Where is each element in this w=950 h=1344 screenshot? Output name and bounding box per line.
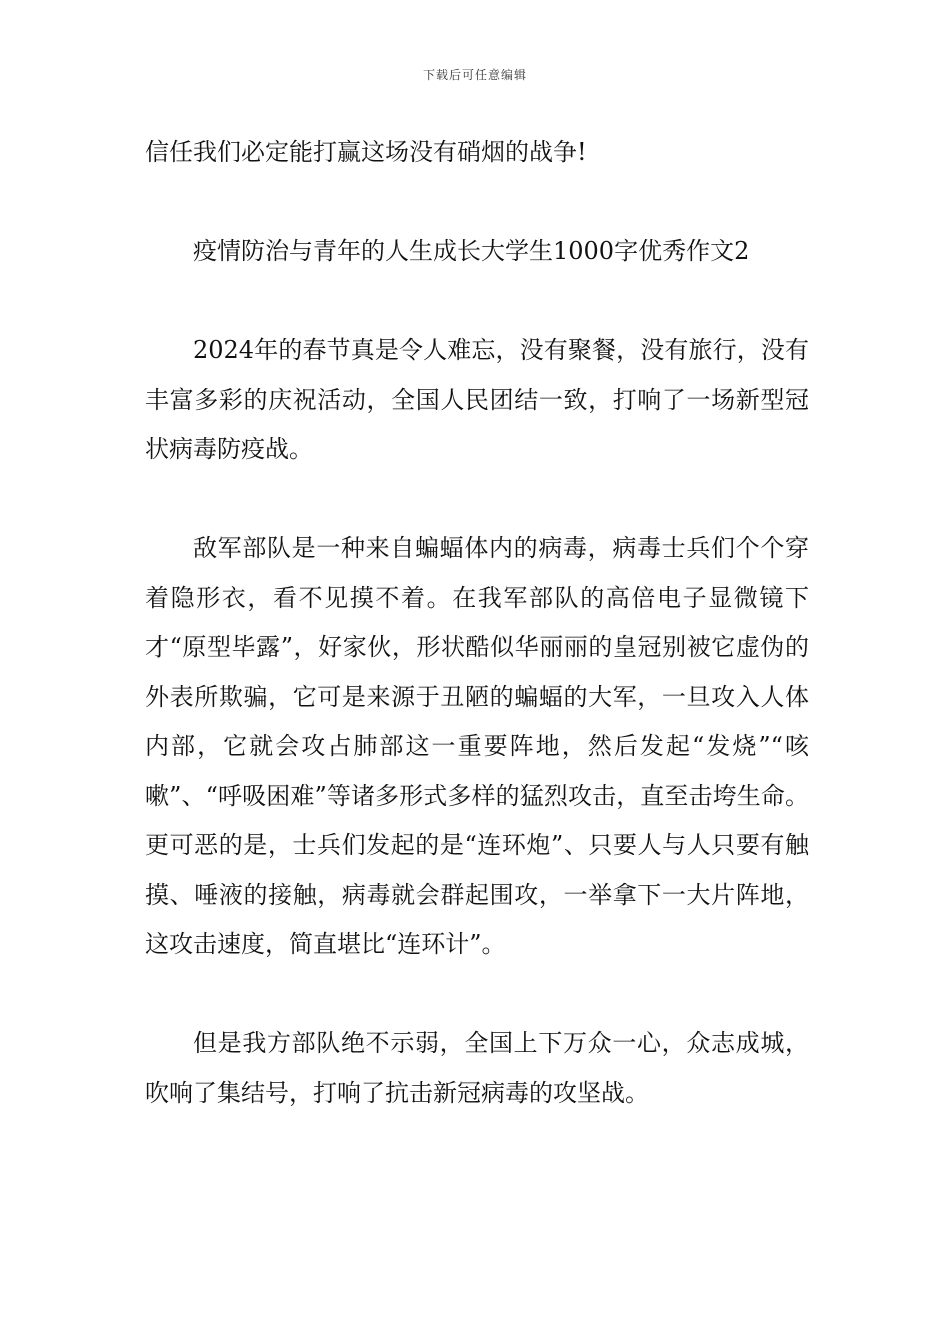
document-body: [145, 128, 809, 1118]
paragraph-1: 2024年的春节真是令人难忘，没有聚餐，没有旅行，没有丰富多彩的庆祝活动，全国人民团结一致，打响了一场新型冠状病毒防疫战。: [145, 336, 809, 463]
paragraph-2: 敌军部队是一种来自蝙蝠体内的病毒，病毒士兵们个个穿着隐形衣，看不见摸不着。在我军部队的高倍电子显微镜下才“原型毕露”，好家伙，形状酷似华丽丽的皇冠别被它虚伪的外表所欺骗，它可是来源于丑陋的蝙蝠的大军，一旦攻入人体内部，它就会攻占肺部这一重要阵地，然后发起“发烧”“咳嗽”、“呼吸困难”等诸多形式多样的猛烈攻击，直至击垮生命。更可恶的是，士兵们发起的是“连环炮”、只要人与人只要有触摸、唾液的接触，病毒就会群起围攻，一举拿下一大片阵地，这攻击速度，简直堪比“连环计”。: [145, 534, 809, 958]
page-header: 下载后可任意编辑: [422, 68, 527, 82]
paragraph-gap: [145, 970, 809, 1020]
paragraph-gap: [145, 475, 809, 525]
essay-title: 疫情防治与青年的人生成长大学生1000字优秀作文2: [193, 237, 750, 265]
paragraph-3: 但是我方部队绝不示弱，全国上下万众一心，众志成城，吹响了集结号，打响了抗击新冠病毒的攻坚战。: [145, 1029, 809, 1107]
continuation-line: 信任我们必定能打赢这场没有硝烟的战争!: [145, 138, 587, 166]
paragraph-gap: [145, 178, 809, 228]
paragraph-gap: [145, 277, 809, 327]
